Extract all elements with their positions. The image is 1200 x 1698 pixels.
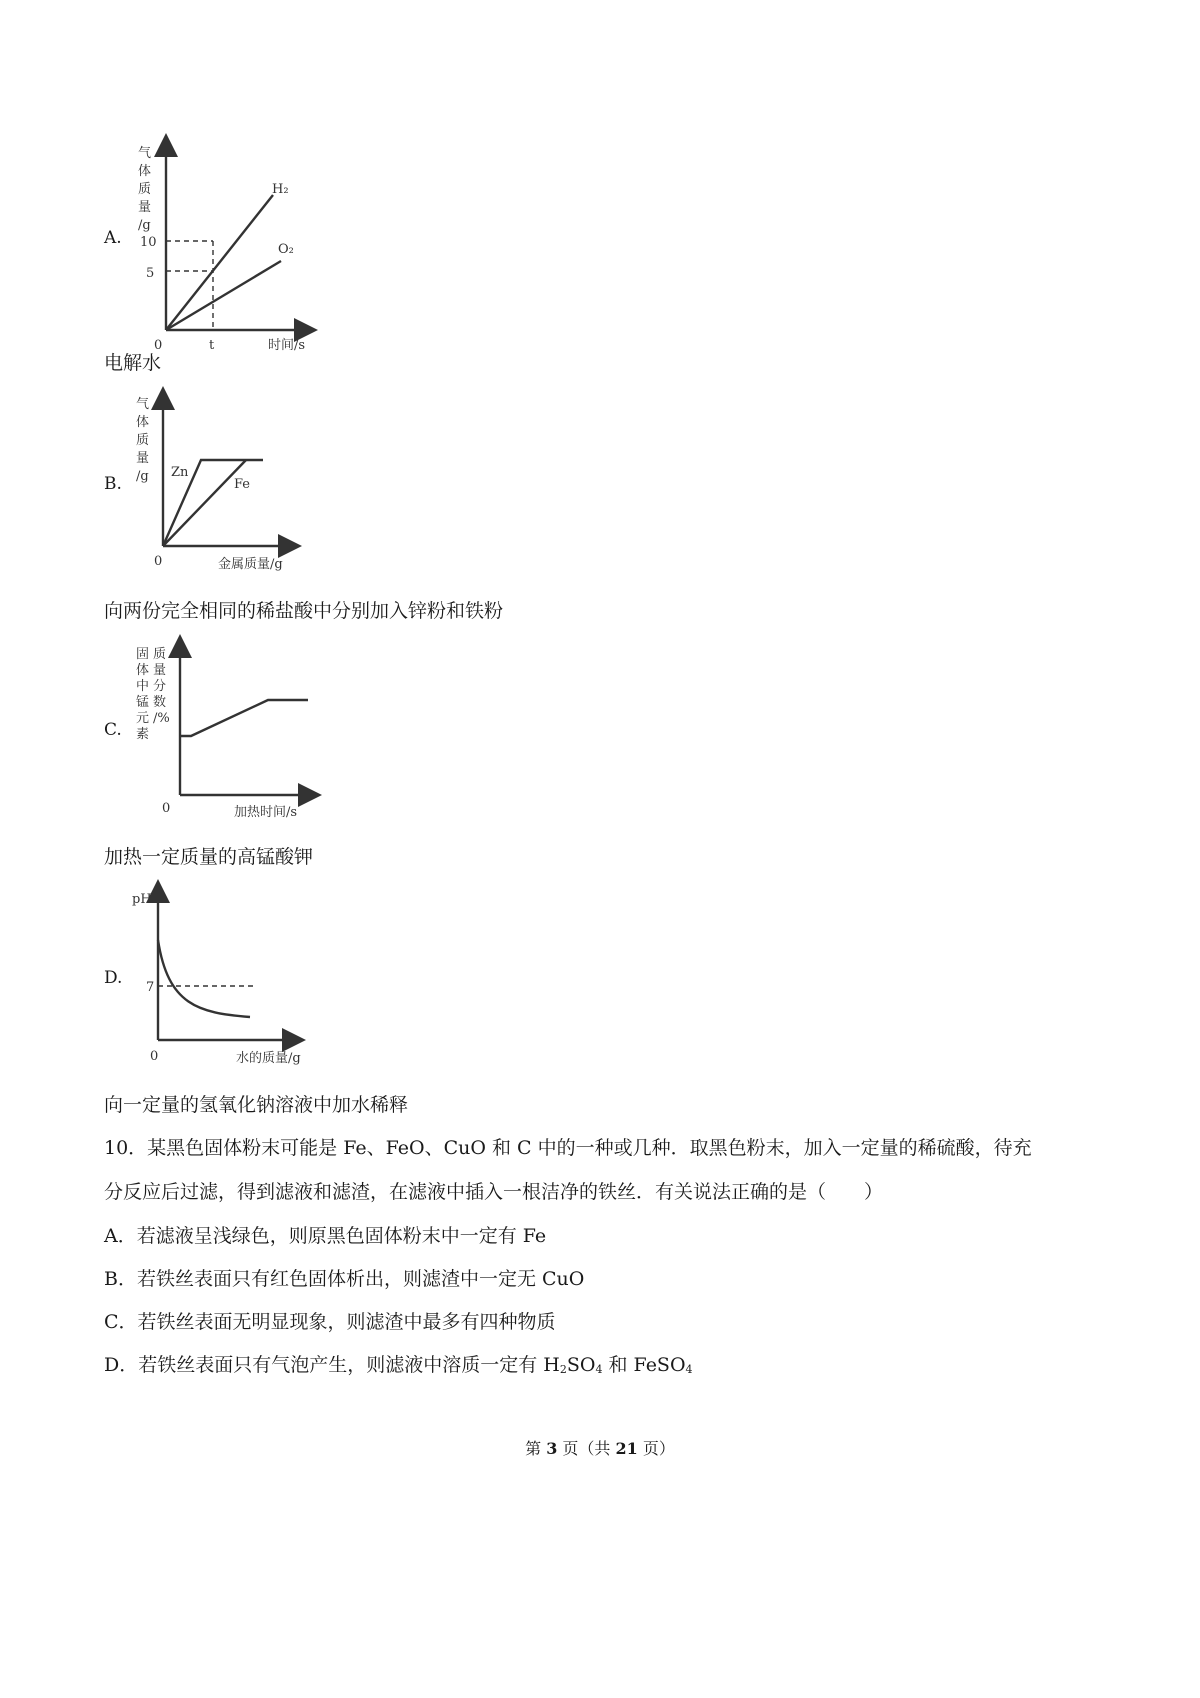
origin-label: 0 xyxy=(162,801,171,816)
option-b-caption: 向两份完全相同的稀盐酸中分别加入锌粉和铁粉 xyxy=(104,600,504,622)
y-label-char: 量 xyxy=(136,451,150,466)
y-label-char: 量 xyxy=(153,663,167,678)
chart-c xyxy=(128,640,328,825)
series-label-o2: O₂ xyxy=(278,242,294,257)
chart-b xyxy=(128,390,318,580)
formula-subscript: 2 xyxy=(559,1363,567,1376)
y-label-char: 质 xyxy=(138,182,152,197)
question-10-option-c: C．若铁丝表面无明显现象，则滤渣中最多有四种物质 xyxy=(104,1311,556,1333)
formula-feso4 xyxy=(634,1354,693,1376)
y-label-char: /g xyxy=(136,469,149,484)
page-number: 3 xyxy=(546,1439,558,1458)
series-curve xyxy=(158,940,250,1017)
x-axis-label: 金属质量/g xyxy=(218,557,283,572)
option-c-letter: C. xyxy=(104,720,122,740)
series-label-fe: Fe xyxy=(234,477,251,492)
question-10-option-a: A．若滤液呈浅绿色，则原黑色固体粉末中一定有 Fe xyxy=(104,1225,547,1247)
question-10-option-b: B．若铁丝表面只有红色固体析出，则滤渣中一定无 CuO xyxy=(104,1268,585,1290)
formula-h2so4 xyxy=(543,1354,602,1376)
origin-label: 0 xyxy=(150,1049,159,1064)
series-label-zn: Zn xyxy=(171,465,189,480)
y-axis-label: pH xyxy=(132,892,152,907)
option-d-letter: D. xyxy=(104,968,123,988)
y-tick-label: 10 xyxy=(140,235,157,250)
y-label-char: 质 xyxy=(136,433,150,448)
x-tick-label: t xyxy=(209,338,215,353)
y-label-char: 量 xyxy=(138,200,152,215)
y-label-char: 素 xyxy=(136,727,150,742)
y-label-char: 锰 xyxy=(136,695,150,710)
series-label-h2: H₂ xyxy=(272,182,289,197)
x-axis-label: 水的质量/g xyxy=(236,1051,301,1066)
question-10-option-d xyxy=(104,1350,693,1377)
total-pages: 21 xyxy=(615,1439,638,1458)
y-label-char: /% xyxy=(153,711,170,726)
y-label-char: 体 xyxy=(136,663,150,678)
y-tick-label: 7 xyxy=(146,980,155,995)
y-label-char: 体 xyxy=(136,415,150,430)
page-footer xyxy=(0,1436,1200,1459)
origin-label: 0 xyxy=(154,338,163,353)
y-label-char: 固 xyxy=(136,647,150,662)
footer-text: 第 xyxy=(525,1439,547,1458)
y-label-char: 分 xyxy=(153,679,167,694)
y-tick-label: 5 xyxy=(146,266,155,281)
footer-text: 页（共 xyxy=(557,1439,616,1458)
option-c-caption: 加热一定质量的高锰酸钾 xyxy=(104,846,314,868)
y-label-char: 数 xyxy=(153,695,167,710)
series-line xyxy=(180,700,308,736)
formula-part: SO xyxy=(566,1354,596,1376)
y-label-char: 中 xyxy=(136,679,150,694)
formula-part: H xyxy=(543,1354,560,1376)
formula-subscript: 4 xyxy=(595,1363,603,1376)
origin-label: 0 xyxy=(154,554,163,569)
option-b-letter: B. xyxy=(104,474,122,494)
y-label-char: 质 xyxy=(153,647,167,662)
option-d-text: D．若铁丝表面只有气泡产生，则滤液中溶质一定有 xyxy=(104,1354,544,1376)
question-10-line-2: 分反应后过滤，得到滤液和滤渣，在滤液中插入一根洁净的铁丝．有关说法正确的是（ ） xyxy=(104,1181,884,1203)
y-label-char: 体 xyxy=(138,164,152,179)
x-axis-label: 加热时间/s xyxy=(234,805,298,820)
option-d-caption: 向一定量的氢氧化钠溶液中加水稀释 xyxy=(104,1094,409,1116)
formula-subscript: 4 xyxy=(685,1363,693,1376)
y-label-char: 元 xyxy=(136,711,150,726)
series-line-h2 xyxy=(166,195,273,330)
option-a-caption: 电解水 xyxy=(104,352,162,374)
question-10-line-1: 10．某黑色固体粉末可能是 Fe、FeO、CuO 和 C 中的一种或几种．取黑色粉末，加入一定量的稀硫酸，待充 xyxy=(104,1137,1032,1159)
y-label-char: /g xyxy=(138,218,151,233)
y-label-char: 气 xyxy=(138,146,152,161)
formula-part: FeSO xyxy=(633,1354,686,1376)
chart-a xyxy=(128,135,328,353)
option-d-and: 和 xyxy=(602,1354,634,1376)
series-line-o2 xyxy=(166,261,281,330)
chart-d xyxy=(128,885,328,1070)
y-label-char: 气 xyxy=(136,397,150,412)
x-axis-label: 时间/s xyxy=(268,338,306,353)
footer-text: 页） xyxy=(637,1439,675,1458)
option-a-letter: A. xyxy=(104,228,122,248)
